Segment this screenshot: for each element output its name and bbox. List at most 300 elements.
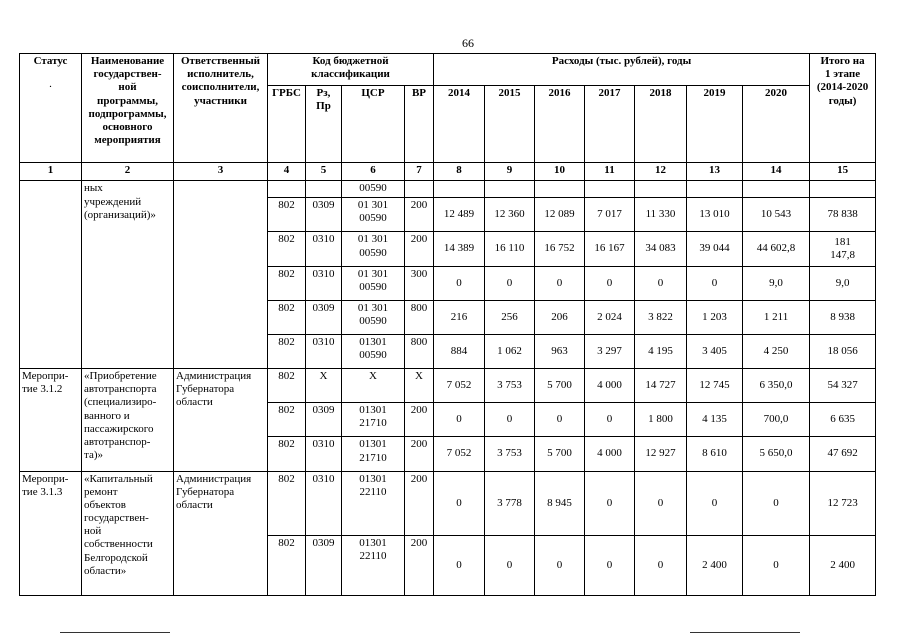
value-cell (635, 300, 687, 334)
year-value: 0 (657, 276, 664, 289)
value-cell (434, 198, 485, 232)
value-cell (434, 181, 485, 198)
column-number-cell (635, 162, 687, 181)
total-cell (810, 232, 876, 266)
name-cell (82, 471, 174, 595)
value-cell (535, 535, 585, 595)
text-line: 01 301 (357, 267, 389, 280)
year-value: 3 297 (597, 344, 622, 357)
value-cell (535, 300, 585, 334)
text-line: Администрация (176, 370, 252, 383)
csr-header: ЦСР (361, 87, 385, 100)
year-value: 12 927 (645, 447, 676, 460)
value-cell (687, 181, 743, 198)
value-cell (585, 403, 635, 437)
grbs-cell (268, 232, 306, 266)
year-value: 7 017 (597, 208, 622, 221)
year-value: 0 (711, 496, 718, 509)
total-value: 12 723 (827, 496, 858, 509)
header-year-cell (485, 86, 535, 163)
vr-cell (405, 266, 434, 300)
scan-artifact (690, 632, 800, 633)
value-cell (485, 232, 535, 266)
total-value: 18 056 (827, 344, 858, 357)
year-header: 2019 (703, 87, 726, 100)
csr-cell (342, 535, 405, 595)
header-rzpr-cell (306, 86, 342, 163)
year-value: 0 (657, 496, 664, 509)
total-cell (810, 437, 876, 471)
text-line: соисполнители, (181, 81, 260, 94)
column-number: 10 (554, 163, 565, 176)
rzpr-value: 0310 (312, 472, 335, 485)
text-line: учреждений (84, 195, 142, 208)
column-number-cell (342, 162, 405, 181)
text-line: 00590 (359, 212, 387, 225)
csr-cell (342, 471, 405, 535)
year-header: 2018 (649, 87, 672, 100)
text-line: Меропри- (22, 370, 69, 383)
vr-value: 200 (410, 404, 428, 417)
value-cell (635, 535, 687, 595)
header-year-cell (687, 86, 743, 163)
year-value: 0 (456, 276, 462, 289)
column-number: 6 (370, 163, 376, 176)
column-number-cell (82, 162, 174, 181)
year-value: 0 (556, 413, 563, 426)
value-cell (743, 369, 810, 403)
value-cell (585, 334, 635, 368)
year-value: 963 (551, 344, 568, 357)
text-line: 181 (834, 235, 851, 248)
value-cell (434, 471, 485, 535)
header-csr-cell (342, 86, 405, 163)
value-cell (687, 232, 743, 266)
total-value: 8 938 (830, 310, 855, 323)
value-cell (485, 403, 535, 437)
total-cell (810, 369, 876, 403)
total-value: 47 692 (827, 447, 858, 460)
budget-table (19, 53, 876, 596)
rzpr-cell (306, 403, 342, 437)
column-number: 13 (709, 163, 720, 176)
text-line: «Приобретение (84, 370, 157, 383)
year-value: 14 727 (645, 379, 676, 392)
value-cell (585, 181, 635, 198)
vr-value: 800 (410, 335, 428, 348)
year-value: 9,0 (769, 276, 783, 289)
header-year-cell (585, 86, 635, 163)
year-value: 13 010 (699, 208, 730, 221)
year-value: 4 250 (763, 344, 789, 357)
grbs-cell (268, 266, 306, 300)
year-header: 2016 (548, 87, 571, 100)
text-line: ной (118, 81, 137, 94)
text-line: 01 301 (357, 233, 389, 246)
total-cell (810, 535, 876, 595)
total-value: 6 635 (830, 413, 855, 426)
year-value: 14 389 (443, 242, 475, 255)
grbs-value: 802 (278, 301, 295, 314)
text-line: подпрограммы, (88, 107, 167, 120)
year-value: 6 350,0 (759, 379, 793, 392)
year-value: 12 489 (443, 208, 475, 221)
text-line: (организаций)» (84, 208, 156, 221)
grbs-cell (268, 535, 306, 595)
rzpr-value: 0309 (312, 404, 335, 417)
total-cell (810, 198, 876, 232)
value-cell (535, 181, 585, 198)
year-value: 1 062 (497, 344, 522, 357)
vr-cell (405, 334, 434, 368)
text-line: ремонт (84, 485, 118, 498)
value-cell (485, 369, 535, 403)
value-cell (434, 232, 485, 266)
text-line: автотранспор- (84, 435, 151, 448)
value-cell (585, 535, 635, 595)
text-line: (специализиро- (84, 396, 157, 409)
responsible-cell (174, 181, 268, 369)
year-value: 11 330 (645, 208, 676, 221)
rzpr-cell (306, 437, 342, 471)
value-cell (585, 232, 635, 266)
csr-cell (342, 181, 405, 198)
column-number: 7 (416, 163, 422, 176)
text-line: участники (194, 94, 247, 107)
column-number: 4 (283, 163, 290, 176)
year-value: 3 753 (497, 447, 522, 460)
value-cell (485, 198, 535, 232)
text-line: основного (102, 120, 153, 133)
year-value: 0 (506, 558, 513, 571)
rzpr-cell (306, 535, 342, 595)
total-cell (810, 334, 876, 368)
csr-cell (342, 334, 405, 368)
value-cell (535, 198, 585, 232)
text-line: исполнитель, (187, 68, 254, 81)
value-cell (485, 334, 535, 368)
total-value: 9,0 (835, 276, 850, 289)
value-cell (687, 535, 743, 595)
vr-cell (405, 369, 434, 403)
total-cell (810, 266, 876, 300)
value-cell (635, 369, 687, 403)
header-grbs-cell (268, 86, 306, 163)
text-line: Администрация (176, 472, 252, 485)
rzpr-cell (306, 471, 342, 535)
text-line: классификации (311, 68, 390, 81)
year-value: 3 822 (648, 310, 673, 323)
year-value: 0 (773, 496, 779, 509)
text-line: Губернатора (176, 485, 235, 498)
year-value: 16 752 (544, 242, 575, 255)
text-line: 01301 (359, 438, 387, 451)
value-cell (434, 266, 485, 300)
value-cell (687, 300, 743, 334)
value-cell (585, 266, 635, 300)
responsible-cell (174, 471, 268, 595)
column-number-cell (687, 162, 743, 181)
status-cell (20, 181, 82, 369)
expenses-header: Расходы (тыс. рублей), годы (551, 55, 692, 67)
header-year-cell (743, 86, 810, 163)
column-number-cell (535, 162, 585, 181)
value-cell (585, 471, 635, 535)
year-value: 206 (551, 310, 568, 323)
vr-value: 200 (410, 438, 428, 451)
year-value: 0 (606, 558, 613, 571)
text-line: государствен- (84, 512, 149, 525)
year-value: 256 (501, 310, 518, 323)
rzpr-value: 0309 (312, 536, 335, 549)
year-value: 8 610 (702, 447, 727, 460)
vr-cell (405, 181, 434, 198)
value-cell (585, 437, 635, 471)
name-cell (82, 181, 174, 369)
column-number-row (20, 162, 876, 181)
header-year-cell (434, 86, 485, 163)
value-cell (635, 471, 687, 535)
csr-cell (342, 266, 405, 300)
text-line: 01301 (359, 335, 387, 348)
text-line: Ответственный (180, 55, 261, 67)
year-value: 0 (711, 276, 718, 289)
year-value: 2 400 (702, 558, 727, 571)
vr-value: 300 (410, 267, 428, 280)
total-value: 54 327 (827, 379, 858, 392)
grbs-cell (268, 471, 306, 535)
text-line: ной (84, 525, 102, 538)
value-cell (743, 403, 810, 437)
value-cell (687, 334, 743, 368)
value-cell (585, 198, 635, 232)
value-cell (743, 232, 810, 266)
text-line: государствен- (93, 68, 162, 81)
text-line: Итого на (820, 55, 865, 67)
value-cell (535, 403, 585, 437)
grbs-cell (268, 369, 306, 403)
year-value: 0 (456, 496, 462, 509)
text-line: 22110 (359, 485, 387, 498)
text-line: области (176, 396, 213, 409)
value-cell (635, 198, 687, 232)
total-value: 78 838 (827, 208, 858, 221)
rzpr-value: 0310 (312, 233, 335, 246)
text-line: 00590 (359, 314, 387, 327)
header-year-cell (635, 86, 687, 163)
column-number-cell (585, 162, 635, 181)
value-cell (535, 232, 585, 266)
status-cell (20, 369, 82, 472)
year-value: 0 (606, 276, 613, 289)
grbs-value: 802 (278, 199, 295, 212)
value-cell (485, 535, 535, 595)
year-value: 3 753 (497, 379, 522, 392)
value-cell (743, 266, 810, 300)
text-line: та)» (84, 449, 103, 462)
column-number-cell (405, 162, 434, 181)
year-value: 39 044 (699, 242, 730, 255)
header-budget-code-cell (268, 54, 434, 86)
year-value: 0 (606, 496, 613, 509)
text-line: годы) (828, 94, 857, 107)
text-line: 01301 (359, 404, 387, 417)
value-cell (535, 334, 585, 368)
column-number-cell (743, 162, 810, 181)
rzpr-cell (306, 369, 342, 403)
vr-cell (405, 471, 434, 535)
value-cell (485, 471, 535, 535)
year-value: 1 211 (763, 310, 789, 323)
rzpr-value: 0310 (312, 438, 335, 451)
value-cell (434, 369, 485, 403)
value-cell (535, 266, 585, 300)
text-line: Х (369, 370, 377, 383)
year-value: 0 (556, 558, 563, 571)
year-value: 4 000 (597, 447, 622, 460)
year-value: 0 (456, 413, 462, 426)
header-responsible-cell (174, 54, 268, 163)
text-line: Меропри- (22, 472, 69, 485)
text-line: 22110 (359, 549, 387, 562)
column-number: 2 (124, 163, 131, 176)
text-line: Рз, (316, 87, 331, 100)
rzpr-value: 0310 (312, 267, 335, 280)
total-value: 2 400 (830, 558, 855, 571)
column-number: 1 (47, 163, 54, 176)
text-line: тие 3.1.2 (22, 383, 63, 396)
value-cell (485, 266, 535, 300)
csr-cell (342, 232, 405, 266)
grbs-cell (268, 300, 306, 334)
grbs-value: 802 (278, 404, 295, 417)
column-number-cell (306, 162, 342, 181)
column-number: 5 (320, 163, 327, 176)
value-cell (635, 232, 687, 266)
text-line: 21710 (359, 451, 387, 464)
year-value: 16 167 (594, 242, 625, 255)
year-value: 7 052 (446, 447, 472, 460)
value-cell (585, 300, 635, 334)
grbs-cell (268, 334, 306, 368)
year-header: 2015 (498, 87, 521, 100)
year-value: 3 405 (702, 344, 727, 357)
column-number: 12 (655, 163, 666, 176)
text-line: 21710 (359, 417, 387, 430)
year-value: 12 360 (494, 208, 525, 221)
year-value: 12 745 (699, 379, 730, 392)
year-value: 0 (506, 413, 513, 426)
table-row (20, 181, 876, 198)
year-value: 5 650,0 (759, 447, 793, 460)
value-cell (485, 181, 535, 198)
value-cell (434, 403, 485, 437)
page-number: 66 (462, 36, 474, 50)
year-value: 5 700 (547, 379, 572, 392)
text-line: 01 301 (357, 301, 389, 314)
text-line: 00590 (359, 246, 387, 259)
year-value: 12 089 (544, 208, 575, 221)
header-total-cell (810, 54, 876, 163)
csr-cell (342, 300, 405, 334)
table-row (20, 369, 876, 403)
header-vr-cell (405, 86, 434, 163)
vr-cell (405, 437, 434, 471)
value-cell (535, 437, 585, 471)
year-value: 44 602,8 (756, 242, 796, 255)
grbs-value: 802 (278, 370, 295, 383)
text-line: автотранспорта (84, 383, 157, 396)
scan-artifact (60, 632, 170, 633)
text-line: области (176, 498, 213, 511)
year-value: 0 (556, 276, 563, 289)
year-value: 4 000 (597, 379, 622, 392)
year-value: 2 024 (597, 310, 622, 323)
value-cell (687, 369, 743, 403)
grbs-value: 802 (278, 335, 295, 348)
column-number-cell (20, 162, 82, 181)
text-line: Пр (316, 100, 331, 113)
column-number: 15 (837, 163, 849, 176)
year-header: 2017 (598, 87, 621, 100)
year-value: 3 778 (497, 496, 522, 509)
text-line: Белгородской (84, 551, 148, 564)
text-line: 147,8 (830, 248, 855, 261)
status-cell (20, 471, 82, 595)
text-line: «Капитальный (84, 472, 153, 485)
rzpr-value: 0309 (312, 301, 335, 314)
column-number: 9 (506, 163, 513, 176)
vr-cell (405, 535, 434, 595)
rzpr-cell (306, 198, 342, 232)
year-value: 16 110 (494, 242, 525, 255)
value-cell (635, 334, 687, 368)
header-status-cell: Статус . (20, 54, 82, 163)
year-value: 4 195 (648, 344, 673, 357)
vr-cell (405, 232, 434, 266)
text-line: 01301 (359, 536, 387, 549)
text-line: Код бюджетной (312, 55, 389, 67)
total-cell (810, 300, 876, 334)
vr-cell (405, 403, 434, 437)
value-cell (434, 535, 485, 595)
header-year-cell (535, 86, 585, 163)
header-expenses-cell (434, 54, 810, 86)
year-value: 0 (773, 558, 779, 571)
year-value: 34 083 (645, 242, 676, 255)
value-cell (535, 471, 585, 535)
value-cell (687, 437, 743, 471)
value-cell (585, 369, 635, 403)
csr-cell (342, 198, 405, 232)
text-line: 01301 (359, 472, 387, 485)
year-value: 1 800 (648, 413, 673, 426)
column-number-cell (434, 162, 485, 181)
rzpr-value: Х (319, 370, 328, 383)
grbs-value: 802 (278, 438, 295, 451)
name-cell (82, 369, 174, 472)
text-line: 01 301 (357, 199, 389, 212)
grbs-header: ГРБС (272, 87, 301, 100)
rzpr-cell (306, 181, 342, 198)
text-line: тие 3.1.3 (22, 485, 63, 498)
total-cell (810, 403, 876, 437)
year-value: 700,0 (763, 413, 789, 426)
text-line: 00590 (359, 349, 387, 362)
text-line: (2014-2020 (816, 81, 869, 94)
column-number: 8 (456, 163, 462, 176)
rzpr-value: 0310 (312, 335, 335, 348)
